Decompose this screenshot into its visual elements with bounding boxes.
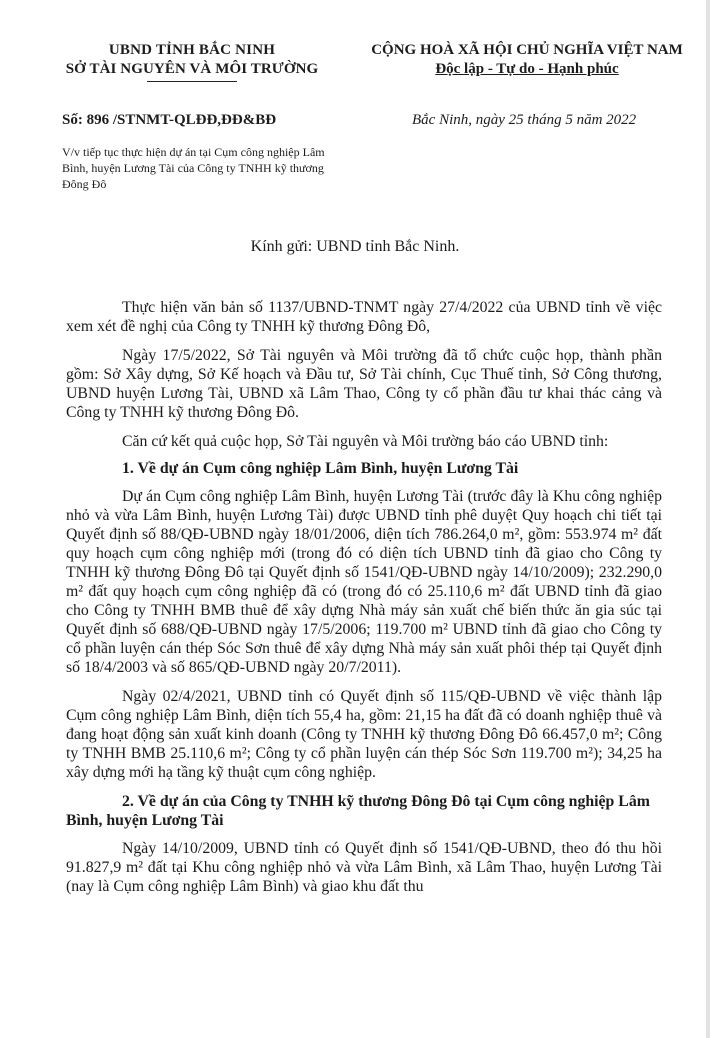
body-paragraph: Ngày 02/4/2021, UBND tỉnh có Quyết định số 115/QĐ-UBND về việc thành lập Cụm công nghiệp Lâm Bình, diện tích 55,4 ha, gồm: 21,15 ha đất đã có doanh nghiệp thuê và đang hoạt động sản xuất kinh doanh (Công ty TNHH kỹ thương Đông Đô 66.457,0 m²; Công ty TNHH BMB 25.110,6 m²; Công ty cổ phần luyện cán thép Sóc Sơn 119.700 m²); 34,25 ha xây dựng mới hạ tầng kỹ thuật cụm công nghiệp. [66, 688, 662, 781]
national-motto: Độc lập - Tự do - Hạnh phúc [435, 61, 619, 77]
body-paragraph: Ngày 17/5/2022, Sở Tài nguyên và Môi trường đã tổ chức cuộc họp, thành phần gồm: Sở Xây dựng, Sở Kế hoạch và Đầu tư, Sở Tài chính, Cục Thuế tỉnh, Sở Công thương, UBND huyện Lương Tài, UBND xã Lâm Thao, Công ty cổ phần đầu tư khai thác cảng và Công ty TNHH kỹ thương Đông Đô. [66, 347, 662, 421]
issuing-authority-block [42, 40, 342, 82]
org-name-line2: SỞ TÀI NGUYÊN VÀ MÔI TRƯỜNG [65, 61, 319, 77]
document-date: Bắc Ninh, ngày 25 tháng 5 năm 2022 [412, 112, 637, 128]
document-reference-number: Số: 896 /STNMT-QLĐĐ,ĐĐ&BĐ [62, 112, 277, 128]
body-paragraph: Thực hiện văn bản số 1137/UBND-TNMT ngày 27/4/2022 của UBND tỉnh về việc xem xét đề nghị của Công ty TNHH kỹ thương Đông Đô, [66, 299, 662, 335]
document-subject: V/v tiếp tục thực hiện dự án tại Cụm công nghiệp Lâm Bình, huyện Lương Tài của Công ty TNHH kỹ thương Đông Đô [62, 145, 325, 191]
page-edge-shadow [706, 0, 710, 1038]
recipient-line: Kính gửi: UBND tỉnh Bắc Ninh. [250, 238, 460, 255]
document-body [66, 298, 662, 906]
org-underline-rule [147, 81, 237, 82]
body-paragraph: Căn cứ kết quả cuộc họp, Sở Tài nguyên và Môi trường báo cáo UBND tỉnh: [122, 433, 609, 450]
nation-name: CỘNG HOÀ XÃ HỘI CHỦ NGHĨA VIỆT NAM [371, 42, 683, 58]
section-heading-1: 1. Về dự án Cụm công nghiệp Lâm Bình, huyện Lương Tài [122, 460, 519, 477]
org-name-line1: UBND TỈNH BẮC NINH [108, 42, 276, 58]
national-motto-block [352, 40, 702, 79]
body-paragraph: Ngày 14/10/2009, UBND tỉnh có Quyết định số 1541/QĐ-UBND, theo đó thu hồi 91.827,9 m² đất tại Khu công nghiệp nhỏ và vừa Lâm Bình, xã Lâm Thao, huyện Lương Tài (nay là Cụm công nghiệp Lâm Bình) và giao khu đất thu [66, 840, 662, 895]
section-heading-2: 2. Về dự án của Công ty TNHH kỹ thương Đông Đô tại Cụm công nghiệp Lâm Bình, huyện Lương Tài [66, 793, 650, 829]
body-paragraph: Dự án Cụm công nghiệp Lâm Bình, huyện Lương Tài (trước đây là Khu công nghiệp nhỏ và vừa Lâm Bình, huyện Lương Tài) được UBND tỉnh phê duyệt Quy hoạch chi tiết tại Quyết định số 88/QĐ-UBND ngày 18/01/2006, diện tích 786.264,0 m², gồm: 553.974 m² đất quy hoạch cụm công nghiệp mới (trong đó có diện tích UBND tỉnh đã giao cho Công ty TNHH kỹ thương Đông Đô tại Quyết định số 1541/QĐ-UBND ngày 14/10/2009); 232.290,0 m² đất quy hoạch cụm công nghiệp đã có (trong đó có 25.110,6 m² đất UBND tỉnh đã giao cho Công ty TNHH BMB thuê để xây dựng Nhà máy sản xuất chế biến thức ăn gia súc tại Quyết định số 688/QĐ-UBND ngày 17/5/2006; 119.700 m² UBND tỉnh đã giao cho Công ty cổ phần luyện cán thép Sóc Sơn thuê để xây dựng Nhà máy sản xuất phôi thép tại Quyết định số 18/4/2003 và số 865/QĐ-UBND ngày 20/7/2011). [66, 488, 662, 676]
